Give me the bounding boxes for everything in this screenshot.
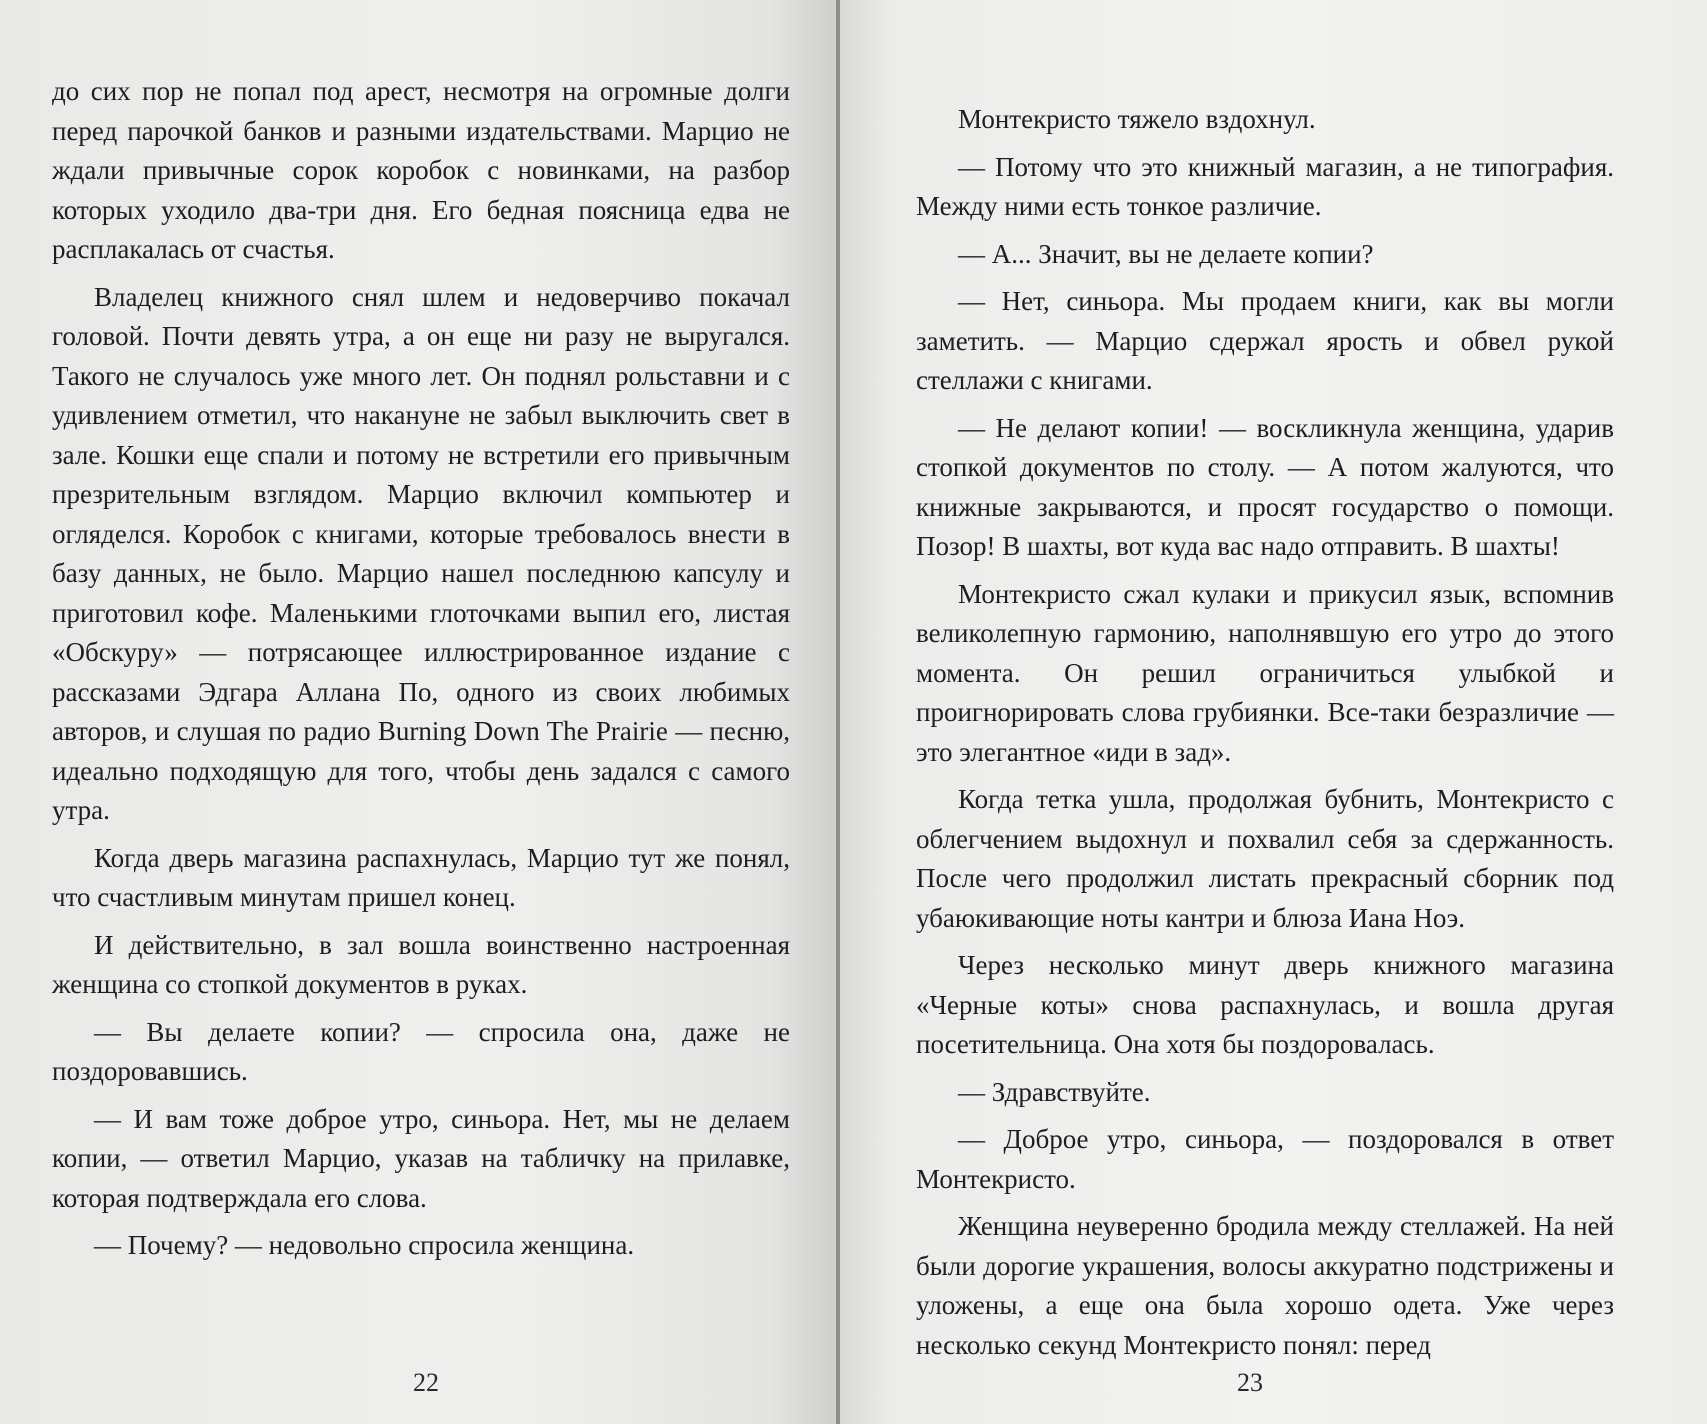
paragraph: Когда дверь магазина распахнулась, Марцио тут же понял, что счастливым минутам пришел конец.: [52, 842, 790, 912]
paragraph: Женщина неуверенно бродила между стеллажей. На ней были дорогие украшения, волосы аккуратно подстрижены и уложены, а еще она была хорошо одета. Уже через несколько секунд Монтекристо понял: перед: [916, 1211, 1614, 1360]
paragraph: Владелец книжного снял шлем и недоверчиво покачал головой. Почти девять утра, а он еще ни разу не выругался. Такого не случалось уже много лет. Он поднял рольставни и с удивлением отметил, что накануне не забыл выключить свет в зале. Кошки еще спали и потому не встретили его привычным презрительным взглядом. Марцио включил компьютер и огляделся. Коробок с книгами, которые требовалось внести в базу данных, не было. Марцио нашел последнюю капсулу и приготовил кофе. Маленькими глоточками выпил его, листая «Обскуру» — потрясающее иллюстрированное издание с рассказами Эдгара Аллана По, одного из своих любимых авторов, и слушая по радио Burning Down The Prairie — песню, идеально подходящую для того, чтобы день задался с самого утра.: [52, 281, 790, 825]
paragraph: — Не делают копии! — воскликнула женщина, ударив стопкой документов по столу. — А потом жалуются, что книжные закрываются, и просят государство о помощи. Позор! В шахты, вот куда вас надо отправить. В шахты!: [916, 412, 1614, 561]
paragraph: — А... Значит, вы не делаете копии?: [958, 238, 1374, 269]
left-page-text: [52, 72, 790, 1266]
paragraph: — Нет, синьора. Мы продаем книги, как вы могли заметить. — Марцио сдержал ярость и обвел рукой стеллажи с книгами.: [916, 286, 1614, 395]
paragraph: — Здравствуйте.: [958, 1076, 1151, 1107]
paragraph: Монтекристо сжал кулаки и прикусил язык, вспомнив великолепную гармонию, наполнявшую его утро до этого момента. Он решил ограничиться улыбкой и проигнорировать слова грубиянки. Все-таки безразличие — это элегантное «иди в зад».: [916, 578, 1614, 767]
right-page-text: [916, 100, 1614, 1365]
paragraph: — Почему? — недовольно спросила женщина.: [94, 1230, 635, 1260]
paragraph: до сих пор не попал под арест, несмотря на огромные долги перед парочкой банков и разными издательствами. Марцио не ждали привычные сорок коробок с новинками, на разбор которых уходило два-три дня. Его бедная поясница едва не расплакалась от счастья.: [52, 76, 790, 264]
right-page: [840, 0, 1707, 1424]
paragraph: Через несколько минут дверь книжного магазина «Черные коты» снова распахнулась, и вошла другая посетительница. Она хотя бы поздоровалась.: [916, 950, 1614, 1059]
paragraph: — И вам тоже доброе утро, синьора. Нет, мы не делаем копии, — ответил Марцио, указав на табличку на прилавке, которая подтверждала его слова.: [52, 1103, 790, 1213]
paragraph: — Доброе утро, синьора, — поздоровался в ответ Монтекристо.: [916, 1124, 1614, 1194]
paragraph: — Вы делаете копии? — спросила она, даже не поздоровавшись.: [52, 1016, 790, 1086]
page-number: 23: [1237, 1368, 1263, 1397]
paragraph: Когда тетка ушла, продолжая бубнить, Монтекристо с облегчением выдохнул и похвалил себя за сдержанность. После чего продолжил листать прекрасный сборник под убаюкивающие ноты кантри и блюза Иана Ноэ.: [916, 784, 1614, 933]
paragraph: Монтекристо тяжело вздохнул.: [958, 104, 1316, 134]
left-page: [0, 0, 836, 1424]
page-number: 22: [413, 1368, 439, 1397]
paragraph: — Потому что это книжный магазин, а не типография. Между ними есть тонкое различие.: [916, 151, 1614, 221]
paragraph: И действительно, в зал вошла воинственно настроенная женщина со стопкой документов в руках.: [52, 929, 790, 999]
